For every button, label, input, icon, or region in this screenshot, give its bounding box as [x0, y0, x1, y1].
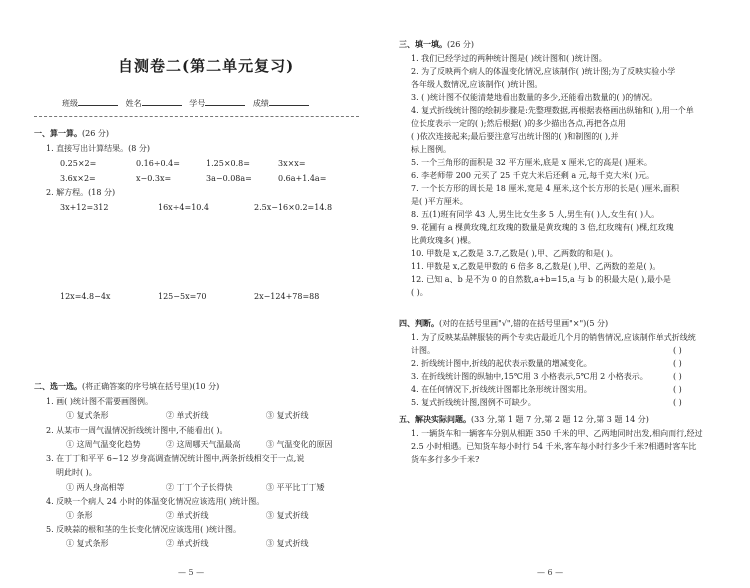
fill-line: 3. ( )统计图不仅能清楚地看出数量的多少,还能看出数量的( )的情况。: [411, 93, 658, 102]
divider: [34, 116, 359, 117]
fill-line: 10. 甲数是 x,乙数是 3.7,乙数是( ),甲、乙两数的和是( )。: [411, 249, 618, 258]
section-4-points: (对的在括号里画"√",错的在括号里画"×")(5 分): [439, 319, 609, 328]
section-2-title: 二、选一选。: [34, 381, 82, 391]
problem-list: [411, 427, 703, 466]
name-label: 姓名: [125, 99, 142, 108]
choice-question: 1. 画( )统计图不需要画图例。: [46, 397, 153, 406]
choice-question-cont: 明此时( )。: [56, 468, 97, 477]
name-field[interactable]: [142, 96, 182, 106]
section-1-points: (26 分): [82, 129, 109, 138]
right-page: [375, 0, 750, 588]
section-2-heading: [34, 380, 219, 393]
class-label: 班级: [62, 99, 78, 108]
page-number: — 6 —: [537, 568, 564, 577]
judge-line: 4. 在任何情况下,折线统计图都比条形统计图实用。: [411, 385, 592, 394]
equation-item: 16x÷4=10.4: [158, 203, 209, 212]
number-field[interactable]: [205, 96, 245, 106]
section-3-title: 三、填一填。: [399, 39, 447, 49]
judge-line: 5. 复式折线统计图,图例不可缺少。: [411, 398, 536, 407]
option[interactable]: ② 丁丁个子长得快: [166, 483, 233, 492]
problem-line: 1. 一辆货车和一辆客车分别从相距 350 千米的甲、乙两地同时出发,相向而行,经过: [411, 429, 703, 438]
student-info: [62, 96, 309, 110]
calc-item: 0.6a+1.4a=: [278, 174, 327, 183]
fill-line: 6. 李老师带 200 元买了 25 千克大米后还剩 a 元,每千克大米( )元。: [411, 171, 654, 180]
choice-question: 4. 反映一个病人 24 小时的体温变化情况应该选用( )统计图。: [46, 497, 265, 506]
page-number: — 5 —: [178, 568, 205, 577]
calc-item: 3x×x=: [278, 159, 306, 168]
fill-line: 5. 一个三角形的面积是 32 平方厘米,底是 x 厘米,它的高是( )厘米。: [411, 158, 652, 167]
judge-line: 计图。: [411, 346, 435, 355]
section-1-heading: [34, 127, 109, 140]
judge-line: 2. 折线统计图中,折线的起伏表示数量的增减变化。: [411, 359, 592, 368]
fill-line: 1. 我们已经学过的两种统计图是( )统计图和( )统计图。: [411, 54, 607, 63]
option[interactable]: ③ 复式折线: [266, 411, 309, 420]
calc-item: x−0.3x=: [136, 174, 172, 183]
fill-line: 7. 一个长方形的周长是 18 厘米,宽是 4 厘米,这个长方形的长是( )厘米,面积: [411, 184, 680, 193]
calc-item: 0.16÷0.4=: [136, 159, 180, 168]
calc-item: 3.6x×2=: [60, 174, 96, 183]
answer-bracket[interactable]: ( ): [673, 385, 682, 394]
option[interactable]: ② 单式折线: [166, 411, 209, 420]
calc-item: 0.25×2=: [60, 159, 97, 168]
fill-line: 11. 甲数是 x,乙数是甲数的 6 倍多 8,乙数是( ),甲、乙两数的差是( )。: [411, 262, 661, 271]
section-1-title: 一、算一算。: [34, 128, 82, 138]
question-1-2: 2. 解方程。(18 分): [46, 188, 116, 197]
fill-line: 各年级人数情况,应该制作( )统计图。: [411, 80, 543, 89]
option[interactable]: ③ 平平比丁丁矮: [266, 483, 325, 492]
fill-line: 位长度表示一定的( );然后根据( )的多少描出各点,再把各点用: [411, 119, 626, 128]
section-3-points: (26 分): [447, 40, 474, 49]
choice-question: 5. 反映蒜的根和茎的生长变化情况应该选用( )统计图。: [46, 525, 241, 534]
equation-item: 125−5x=70: [158, 292, 207, 301]
score-field[interactable]: [269, 96, 309, 106]
option[interactable]: ③ 复式折线: [266, 539, 309, 548]
option[interactable]: ① 条形: [66, 511, 93, 520]
fill-line: 标上图例。: [411, 145, 451, 154]
fill-line: 4. 复式折线统计图的绘制步骤是:先整理数据,再根据表格画出纵轴和( ),用一个单: [411, 106, 694, 115]
choice-question: 2. 从某市一周气温情况折线统计图中,不能看出( )。: [46, 426, 228, 435]
section-4-title: 四、判断。: [399, 318, 439, 328]
fill-line: 2. 为了反映两个病人的体温变化情况,应该制作( )统计图;为了反映实验小学: [411, 67, 676, 76]
problem-line: 货车多行多少千米?: [411, 455, 480, 464]
option[interactable]: ① 复式条形: [66, 539, 109, 548]
fill-line: 是( )平方厘米。: [411, 197, 468, 206]
judge-line: 1. 为了反映某品牌服装的两个专卖店最近几个月的销售情况,应该制作单式折线统: [411, 333, 696, 342]
score-label: 成绩: [252, 99, 269, 108]
answer-bracket[interactable]: ( ): [673, 398, 682, 407]
calc-item: 3a−0.08a=: [206, 174, 252, 183]
option[interactable]: ③ 复式折线: [266, 511, 309, 520]
answer-bracket[interactable]: ( ): [673, 346, 682, 355]
option[interactable]: ② 单式折线: [166, 539, 209, 548]
answer-bracket[interactable]: ( ): [673, 359, 682, 368]
fill-line: 9. 花圃有 a 棵黄玫瑰,红玫瑰的数量是黄玫瑰的 3 倍,红玫瑰有( )棵,红玫瑰: [411, 223, 674, 232]
question-1-1: 1. 直接写出计算结果。(8 分): [46, 144, 151, 153]
choice-question: 3. 在丁丁和平平 6~12 岁身高调查情况统计图中,两条折线相交于一点,说: [46, 454, 305, 463]
section-5-title: 五、解决实际问题。: [399, 414, 471, 424]
equation-item: 2x−124+78=88: [254, 292, 320, 301]
option[interactable]: ① 复式条形: [66, 411, 109, 420]
section-4-heading: [399, 317, 608, 330]
section-3-heading: [399, 38, 474, 51]
section-5-points: (33 分,第 1 题 7 分,第 2 题 12 分,第 3 题 14 分): [471, 415, 649, 424]
option[interactable]: ② 这周哪天气温最高: [166, 440, 241, 449]
page-title: 自测卷二(第二单元复习): [118, 57, 295, 75]
problem-line: 2.5 小时相遇。已知货车每小时行 54 千米,客车每小时行多少千米?相遇时客车比: [411, 442, 697, 451]
fill-line: ( )依次连接起来;最后要注意写出统计图的( )和制图的( ),并: [411, 132, 619, 141]
fill-list: [411, 52, 694, 299]
calc-item: 1.25×0.8=: [206, 159, 250, 168]
option[interactable]: ① 这周气温变化趋势: [66, 440, 141, 449]
fill-line: 12. 已知 a、b 是不为 0 的自然数,a+b=15,a 与 b 的积最大是( ),最小是: [411, 275, 671, 284]
class-field[interactable]: [78, 96, 118, 106]
section-5-heading: [399, 413, 649, 426]
fill-line: ( )。: [411, 288, 428, 297]
option[interactable]: ② 单式折线: [166, 511, 209, 520]
equation-item: 3x+12=312: [60, 203, 109, 212]
judge-line: 3. 在折线统计图的纵轴中,15℃用 3 小格表示,5℃用 2 小格表示。: [411, 372, 648, 381]
equation-item: 12x=4.8−4x: [60, 292, 111, 301]
fill-line: 8. 五(1)班有同学 43 人,男生比女生多 5 人,男生有( )人,女生有( )人。: [411, 210, 660, 219]
number-label: 学号: [189, 99, 206, 108]
judge-list: [411, 331, 711, 409]
option[interactable]: ① 两人身高相等: [66, 483, 125, 492]
section-2-points: (将正确答案的序号填在括号里)(10 分): [82, 382, 220, 391]
fill-line: 比黄玫瑰多( )棵。: [411, 236, 476, 245]
answer-bracket[interactable]: ( ): [673, 372, 682, 381]
equation-item: 2.5x−16×0.2=14.8: [254, 203, 333, 212]
option[interactable]: ③ 气温变化的原因: [266, 440, 333, 449]
